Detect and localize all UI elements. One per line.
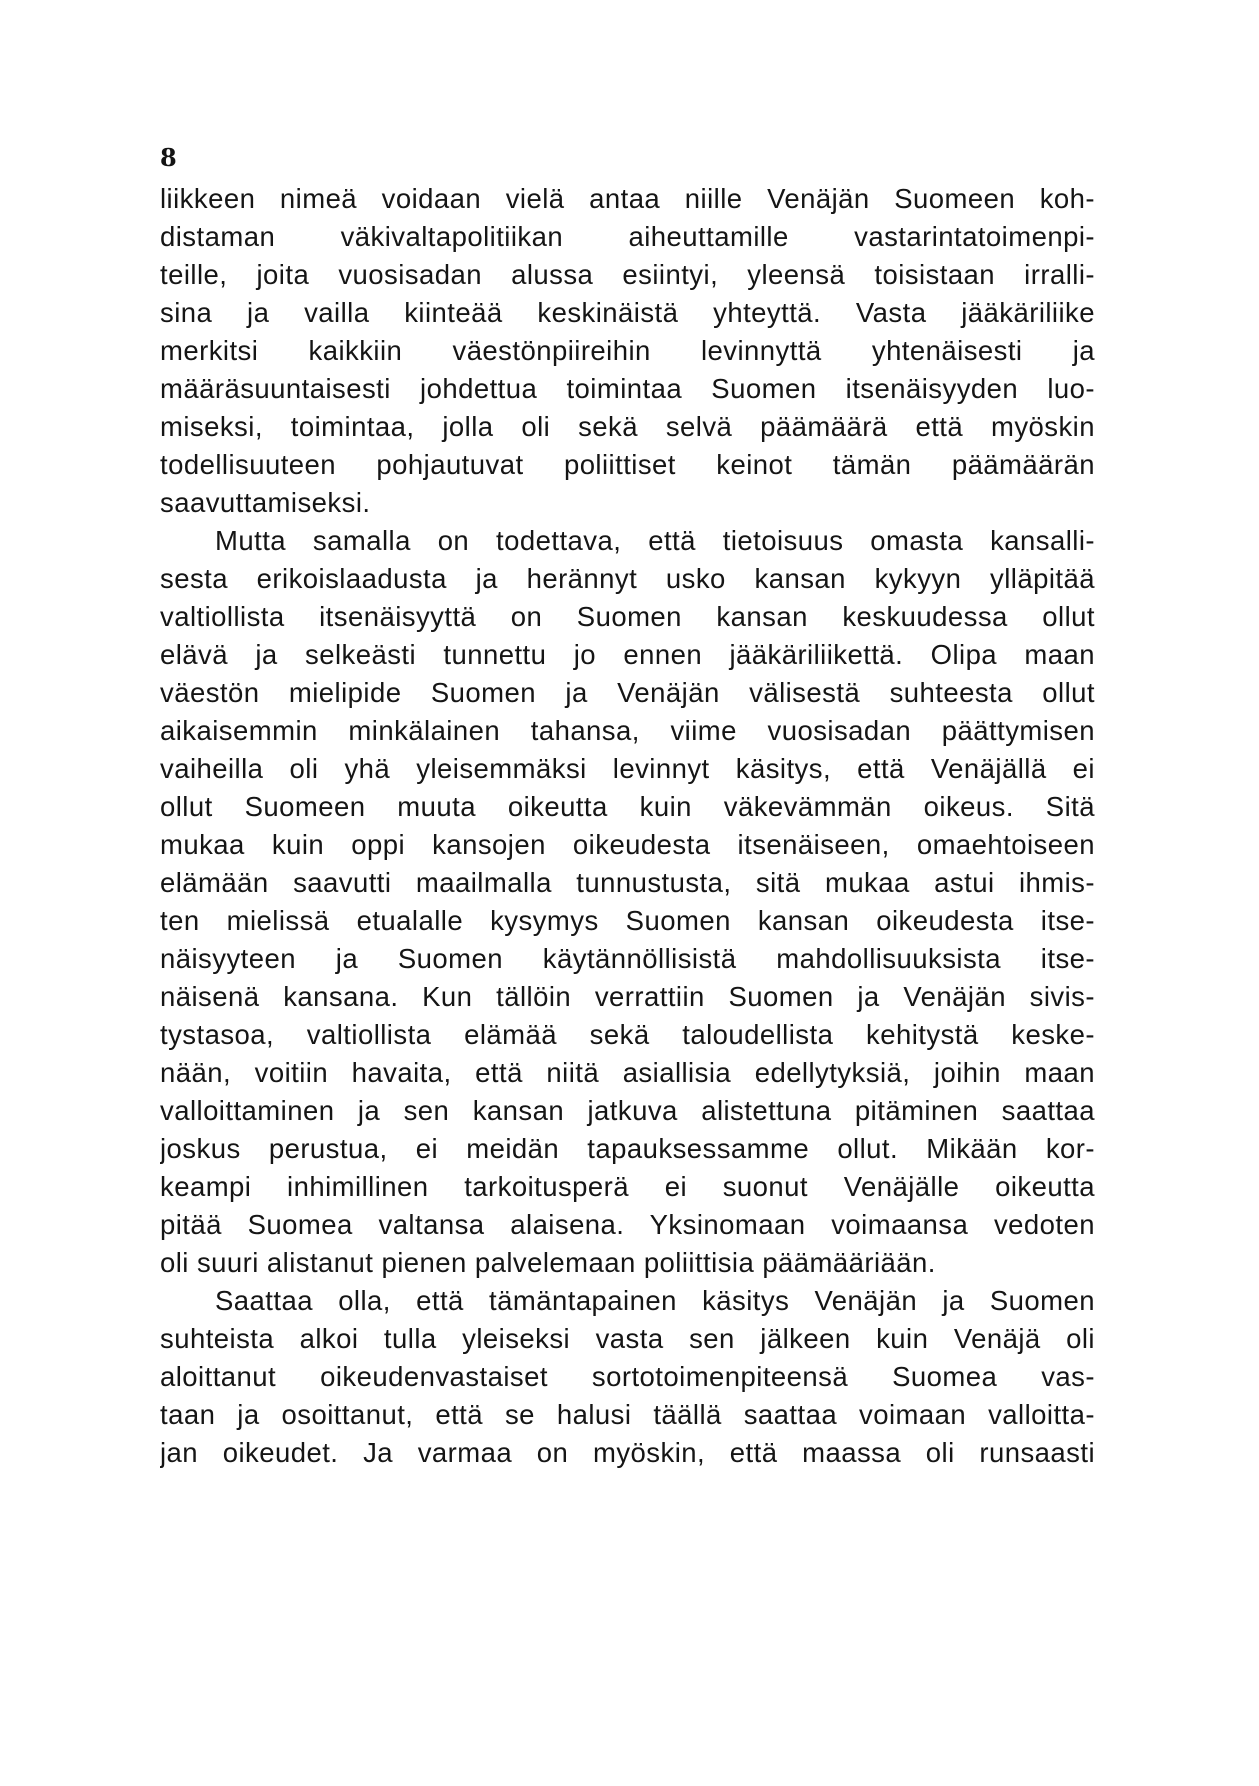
text-line: näisenä kansana. Kun tällöin verrattiin Suomen ja Venäjän sivis- [160, 981, 1095, 1012]
text-line: teille, joita vuosisadan alussa esiintyi, yleensä toisistaan irralli- [160, 259, 1095, 290]
text-line: liikkeen nimeä voidaan vielä antaa niille Venäjän Suomeen koh- [160, 183, 1095, 214]
text-line: elävä ja selkeästi tunnettu jo ennen jääkäriliikettä. Olipa maan [160, 639, 1095, 670]
text-line: suhteista alkoi tulla yleiseksi vasta sen jälkeen kuin Venäjä oli [160, 1323, 1095, 1354]
text-line: sina ja vailla kiinteää keskinäistä yhteyttä. Vasta jääkäriliike [160, 297, 1095, 328]
text-line: sesta erikoislaadusta ja herännyt usko kansan kykyyn ylläpitää [160, 563, 1095, 594]
text-line: jan oikeudet. Ja varmaa on myöskin, että maassa oli runsaasti [160, 1437, 1095, 1468]
text-line: väestön mielipide Suomen ja Venäjän välisestä suhteesta ollut [160, 677, 1095, 708]
text-line: oli suuri alistanut pienen palvelemaan poliittisia päämääriään. [160, 1247, 936, 1278]
text-line: näisyyteen ja Suomen käytännöllisistä mahdollisuuksista itse- [160, 943, 1095, 974]
paragraph [160, 180, 1095, 522]
text-line: keampi inhimillinen tarkoitusperä ei suonut Venäjälle oikeutta [160, 1171, 1095, 1202]
text-line: aloittanut oikeudenvastaiset sortotoimenpiteensä Suomea vas- [160, 1361, 1095, 1392]
text-line: Mutta samalla on todettava, että tietoisuus omasta kansalli- [215, 525, 1095, 556]
text-line: vaiheilla oli yhä yleisemmäksi levinnyt käsitys, että Venäjällä ei [160, 753, 1095, 784]
text-line: Saattaa olla, että tämäntapainen käsitys Venäjän ja Suomen [215, 1285, 1095, 1316]
text-line: valloittaminen ja sen kansan jatkuva alistettuna pitäminen saattaa [160, 1095, 1095, 1126]
text-line: ten mielissä etualalle kysymys Suomen kansan oikeudesta itse- [160, 905, 1095, 936]
paragraph [160, 1282, 1095, 1472]
text-line: todellisuuteen pohjautuvat poliittiset keinot tämän päämäärän [160, 449, 1095, 480]
text-line: saavuttamiseksi. [160, 487, 371, 518]
text-line: mukaa kuin oppi kansojen oikeudesta itsenäiseen, omaehtoiseen [160, 829, 1095, 860]
text-line: ollut Suomeen muuta oikeutta kuin väkevämmän oikeus. Sitä [160, 791, 1095, 822]
text-line: määräsuuntaisesti johdettua toimintaa Suomen itsenäisyyden luo- [160, 373, 1095, 404]
text-line: miseksi, toimintaa, jolla oli sekä selvä päämäärä että myöskin [160, 411, 1095, 442]
text-line: joskus perustua, ei meidän tapauksessamme ollut. Mikään kor- [160, 1133, 1095, 1164]
text-line: valtiollista itsenäisyyttä on Suomen kansan keskuudessa ollut [160, 601, 1095, 632]
text-line: aikaisemmin minkälainen tahansa, viime vuosisadan päättymisen [160, 715, 1095, 746]
paragraph [160, 522, 1095, 1282]
text-line: tystasoa, valtiollista elämää sekä taloudellista kehitystä keske- [160, 1019, 1095, 1050]
text-line: merkitsi kaikkiin väestönpiireihin levinnyttä yhtenäisesti ja [160, 335, 1095, 366]
text-line: nään, voitiin havaita, että niitä asiallisia edellytyksiä, joihin maan [160, 1057, 1095, 1088]
page-number: 8 [160, 143, 177, 172]
text-line: distaman väkivaltapolitiikan aiheuttamille vastarintatoimenpi- [160, 221, 1095, 252]
text-line: pitää Suomea valtansa alaisena. Yksinomaan voimaansa vedoten [160, 1209, 1095, 1240]
text-line: elämään saavutti maailmalla tunnustusta, sitä mukaa astui ihmis- [160, 867, 1095, 898]
text-line: taan ja osoittanut, että se halusi täällä saattaa voimaan valloitta- [160, 1399, 1095, 1430]
body-text [160, 180, 1095, 1472]
